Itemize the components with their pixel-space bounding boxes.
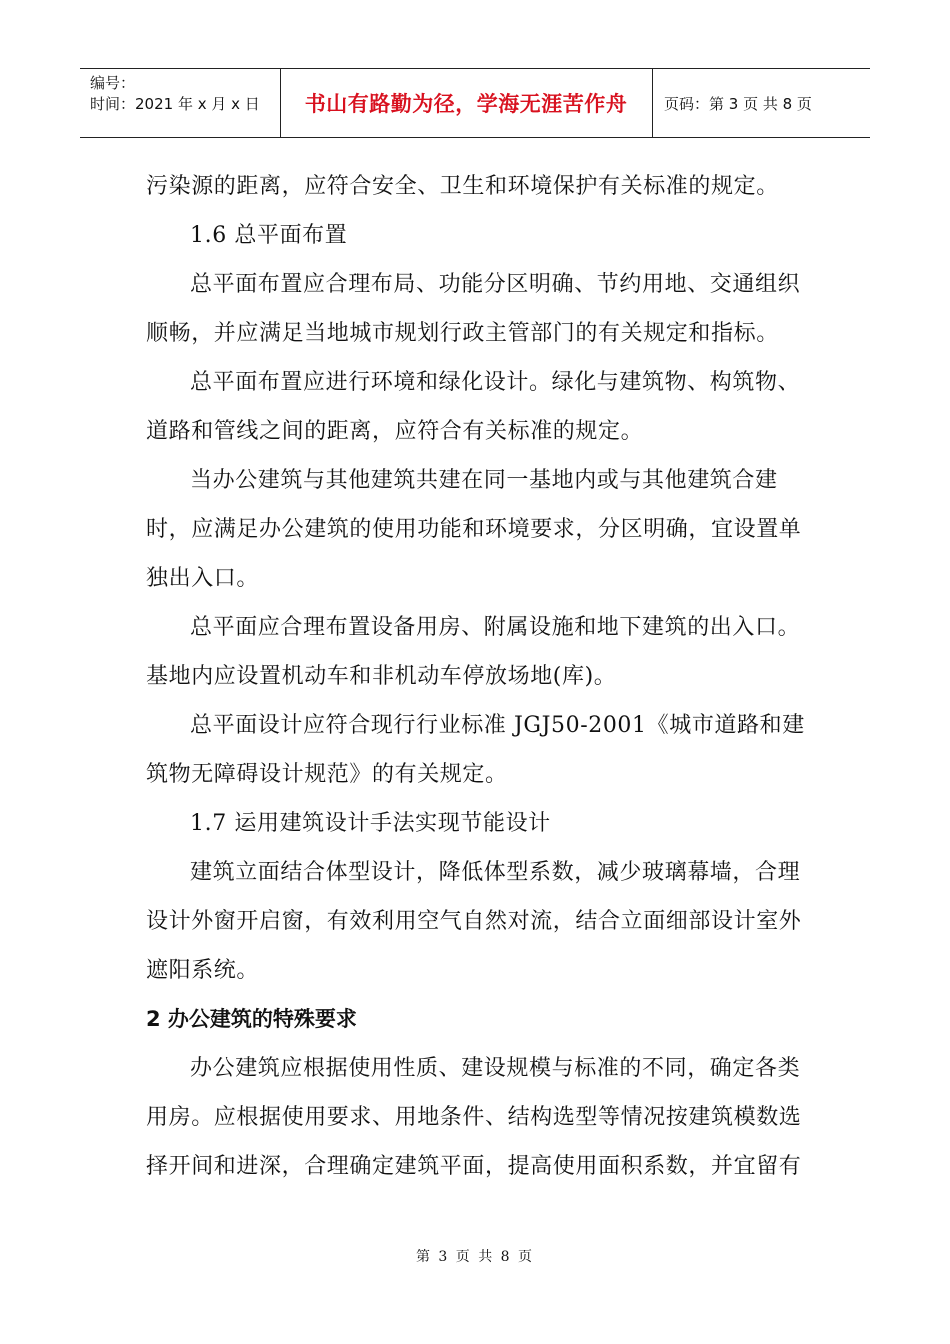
paragraph: 办公建筑应根据使用性质、建设规模与标准的不同，确定各类用房。应根据使用要求、用地条件、结构选型等情况按建筑模数选择开间和进深，合理确定建筑平面，提高使用面积系数，并宜留有 (146, 1056, 802, 1179)
header-meta (90, 73, 276, 115)
paragraph: 总平面布置应合理布局、功能分区明确、节约用地、交通组织顺畅，并应满足当地城市规划行政主管部门的有关规定和指标。 (146, 272, 801, 346)
paragraph: 总平面应合理布置设备用房、附属设施和地下建筑的出入口。基地内应设置机动车和非机动车停放场地(库)。 (146, 615, 801, 689)
header-table (80, 68, 870, 138)
section-heading-2: 2 办公建筑的特殊要求 (146, 1007, 357, 1031)
header-motto: 书山有路勤为径，学海无涯苦作舟 (304, 92, 628, 116)
paragraph: 总平面设计应符合现行行业标准 JGJ50-2001《城市道路和建筑物无障碍设计规范》的有关规定。 (146, 713, 805, 787)
paragraph: 总平面布置应进行环境和绿化设计。绿化与建筑物、构筑物、道路和管线之间的距离，应符合有关标准的规定。 (146, 370, 801, 444)
document-body (146, 162, 806, 1191)
section-heading-1-7: 1.7 运用建筑设计手法实现节能设计 (190, 811, 551, 836)
section-heading-1-6: 1.6 总平面布置 (190, 223, 348, 248)
paragraph: 建筑立面结合体型设计，降低体型系数，减少玻璃幕墙，合理设计外窗开启窗，有效利用空气自然对流，结合立面细部设计室外遮阳系统。 (146, 860, 802, 983)
paragraph: 污染源的距离，应符合安全、卫生和环境保护有关标准的规定。 (146, 174, 779, 199)
paragraph: 当办公建筑与其他建筑共建在同一基地内或与其他建筑合建时，应满足办公建筑的使用功能和环境要求，分区明确，宜设置单独出入口。 (146, 468, 802, 591)
header-page-info: 页码：第 3 页 共 8 页 (664, 94, 812, 113)
time-label: 时间：2021 年 x 月 x 日 (90, 95, 260, 113)
header-divider (652, 69, 653, 137)
number-label: 编号： (90, 74, 136, 92)
page-footer: 第 3 页 共 8 页 (415, 1249, 535, 1265)
